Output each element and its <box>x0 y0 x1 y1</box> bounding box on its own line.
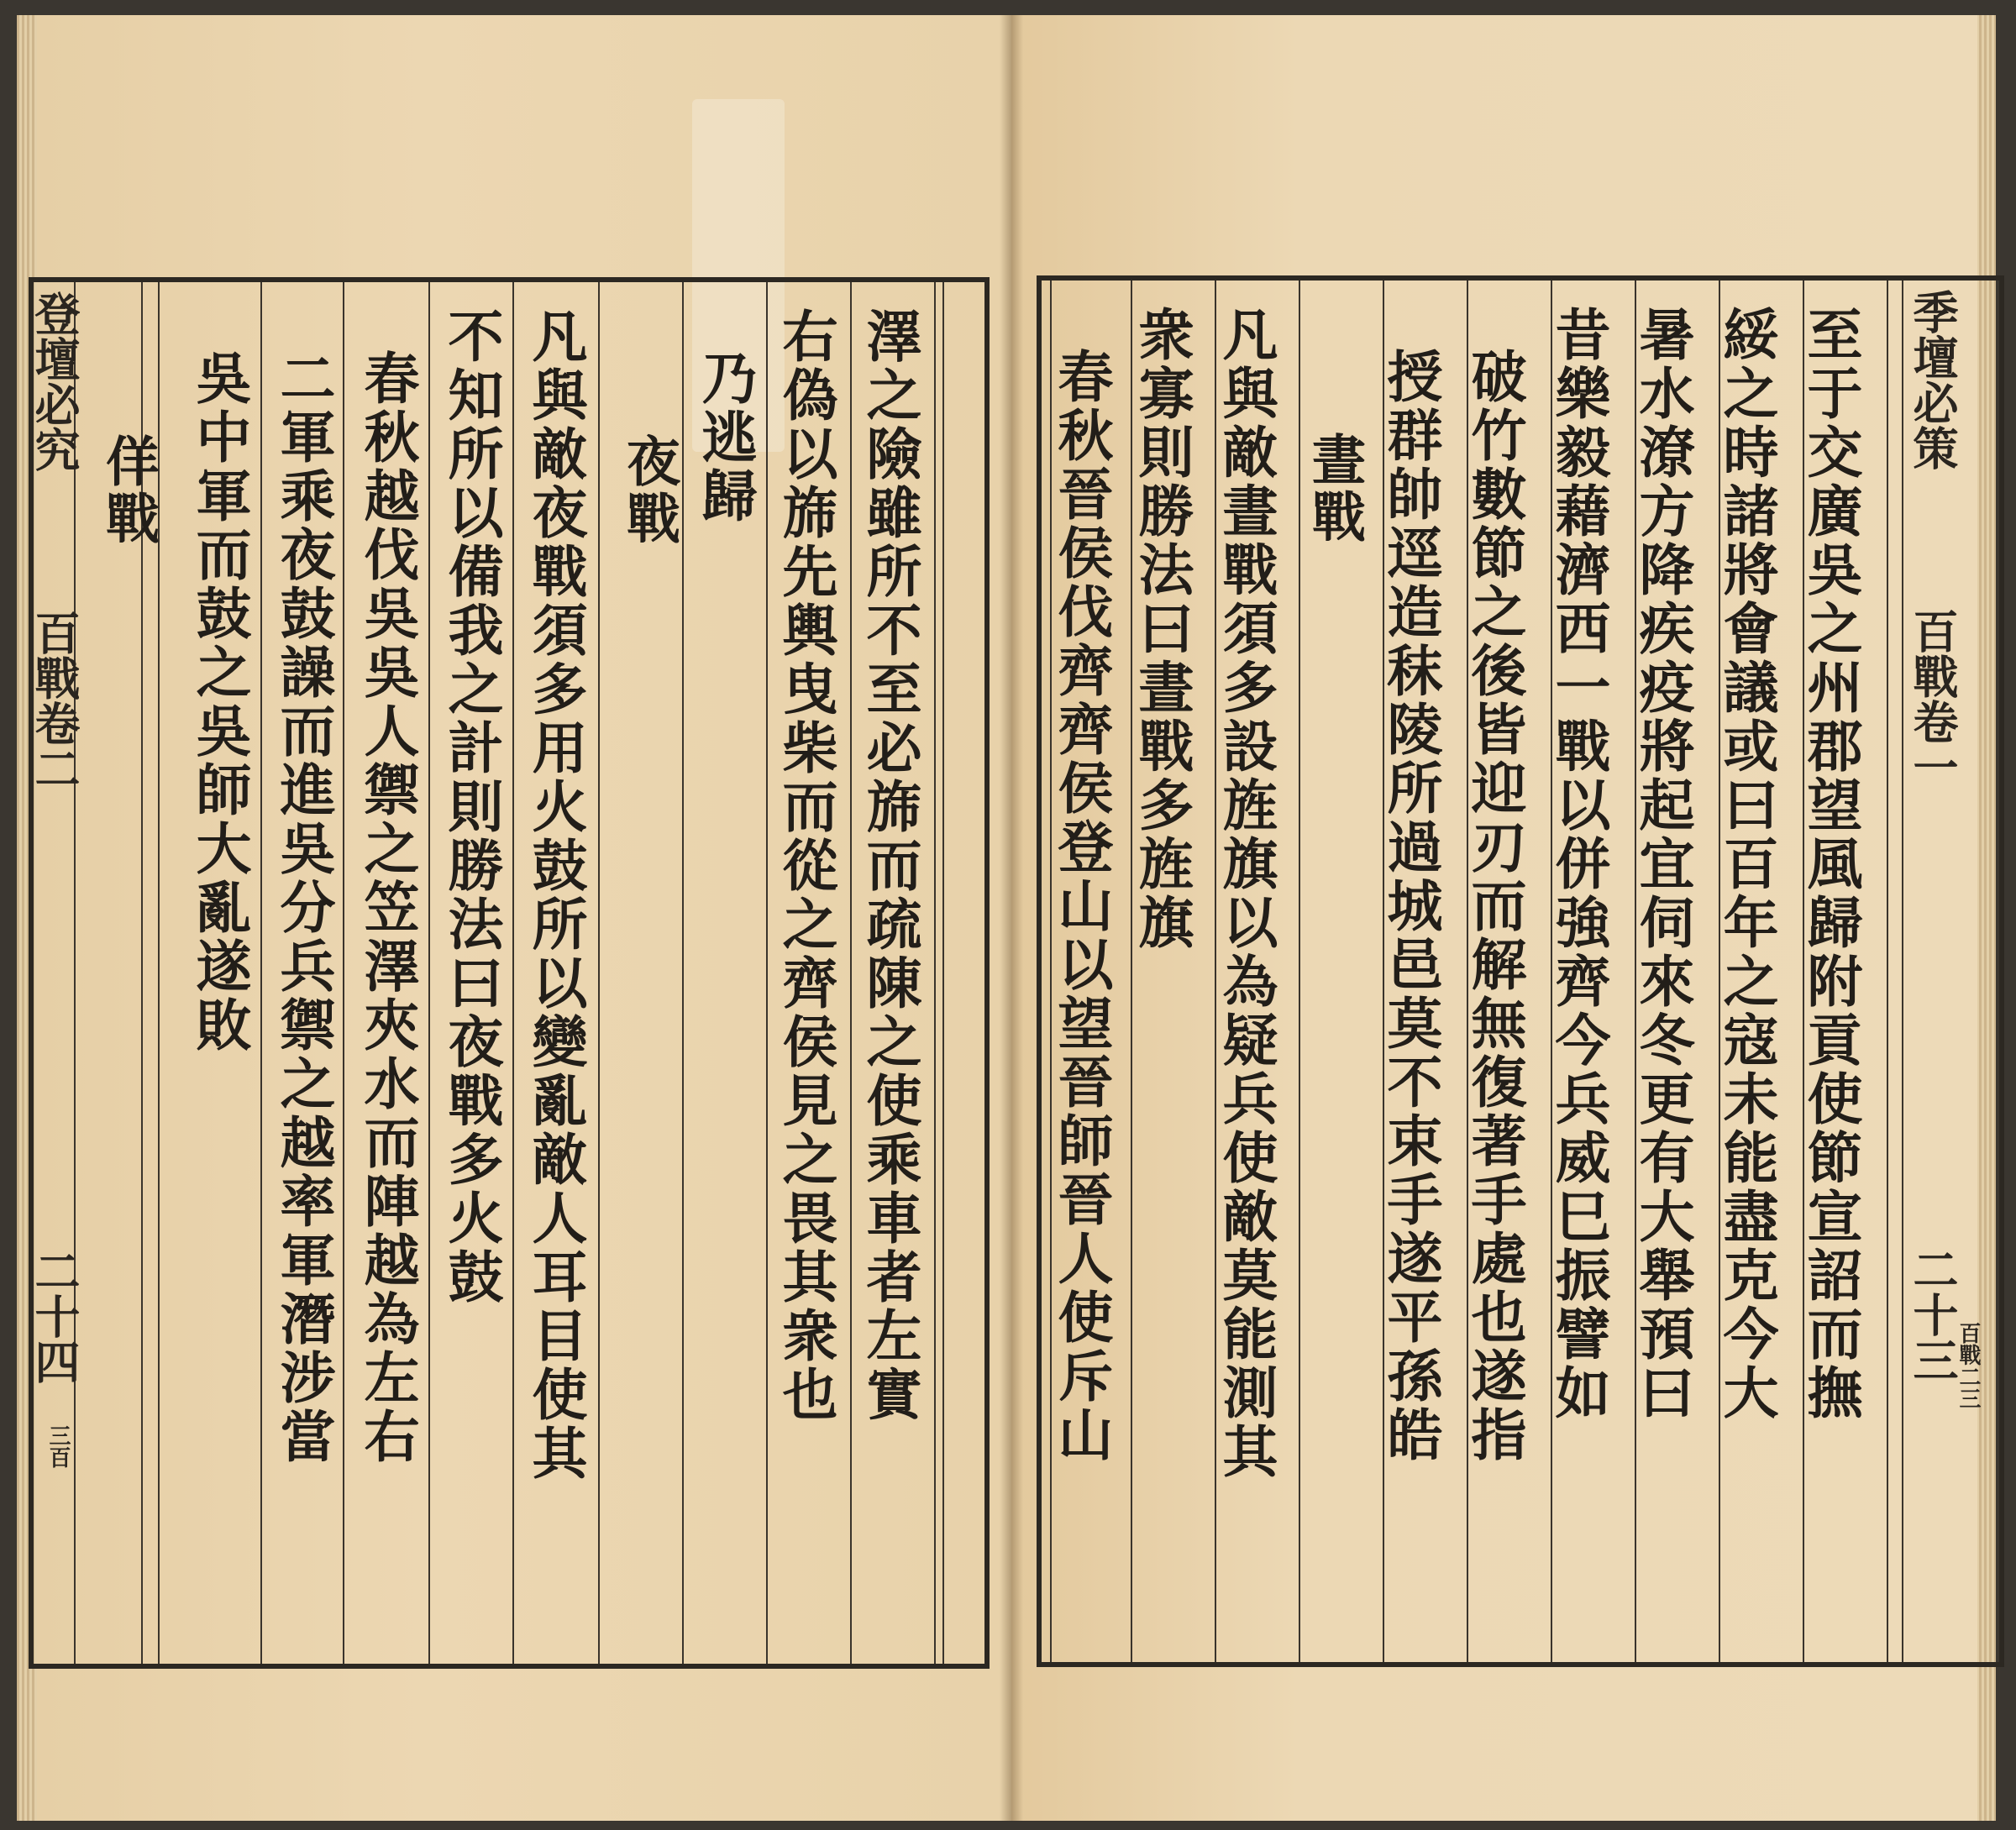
section-heading: 夜戰 <box>617 433 680 548</box>
text-column: 暑水潦方降疾疫將起宜伺來冬更有大舉預曰 <box>1630 306 1695 1423</box>
print-frame-right <box>1037 275 2004 1667</box>
margin-small-note: 三百 <box>45 1424 71 1468</box>
margin-title: 季壇必策 <box>1906 289 1960 470</box>
right-page <box>1011 15 1981 1821</box>
margin-title: 登壇必究 <box>28 291 81 472</box>
book-gutter <box>1000 15 1023 1821</box>
margin-small-note: 百戰二三 <box>1956 1322 1981 1409</box>
text-column: 凡與敵晝戰須多設旌旗以為疑兵使敵莫能測其 <box>1213 306 1278 1481</box>
section-heading: 佯戰 <box>97 433 160 548</box>
margin-section: 百戰卷一 <box>1906 608 1960 789</box>
text-column: 綏之時諸將會議或曰百年之寇未能盡克今大 <box>1714 306 1779 1423</box>
text-column: 衆寡則勝法曰晝戰多旌旗 <box>1129 306 1194 952</box>
text-column: 不知所以備我之計則勝法曰夜戰多火鼓 <box>438 307 504 1307</box>
text-column: 春秋晉侯伐齊齊侯登山以望晉師晉人使斥山 <box>1048 348 1114 1465</box>
text-column: 乃逃歸 <box>692 349 758 526</box>
left-page <box>28 15 1011 1821</box>
text-column: 右偽以旆先輿曳柴而從之齊侯見之畏其衆也 <box>773 307 838 1424</box>
section-heading: 晝戰 <box>1303 432 1366 546</box>
text-column: 授群帥逕造秣陵所過城邑莫不束手遂平孫皓 <box>1378 348 1443 1465</box>
print-frame-left <box>29 277 990 1669</box>
text-column: 春秋越伐吳吳人禦之笠澤夾水而陣越為左右 <box>354 349 420 1466</box>
text-column: 破竹數節之後皆迎刃而解無復著手處也遂指 <box>1462 348 1527 1465</box>
margin-page-number: 二十四 <box>28 1248 81 1384</box>
margin-section: 百戰卷二 <box>28 610 81 791</box>
text-column: 吳中軍而鼓之吳師大亂遂敗 <box>186 349 252 1055</box>
margin-page-number: 二十三 <box>1906 1246 1960 1382</box>
text-column: 昔樂毅藉濟西一戰以併強齊今兵威巳振譬如 <box>1546 306 1611 1423</box>
text-column: 凡與敵夜戰須多用火鼓所以變亂敵人耳目使其 <box>522 307 588 1483</box>
text-column: 二軍乘夜鼓譟而進吳分兵禦之越率軍潛涉當 <box>270 349 336 1466</box>
text-column: 至于交廣吳之州郡望風歸附貢使節宣詔而撫 <box>1798 306 1863 1423</box>
text-column: 澤之險雖所不至必旆而疏陳之使乘車者左實 <box>857 307 922 1424</box>
